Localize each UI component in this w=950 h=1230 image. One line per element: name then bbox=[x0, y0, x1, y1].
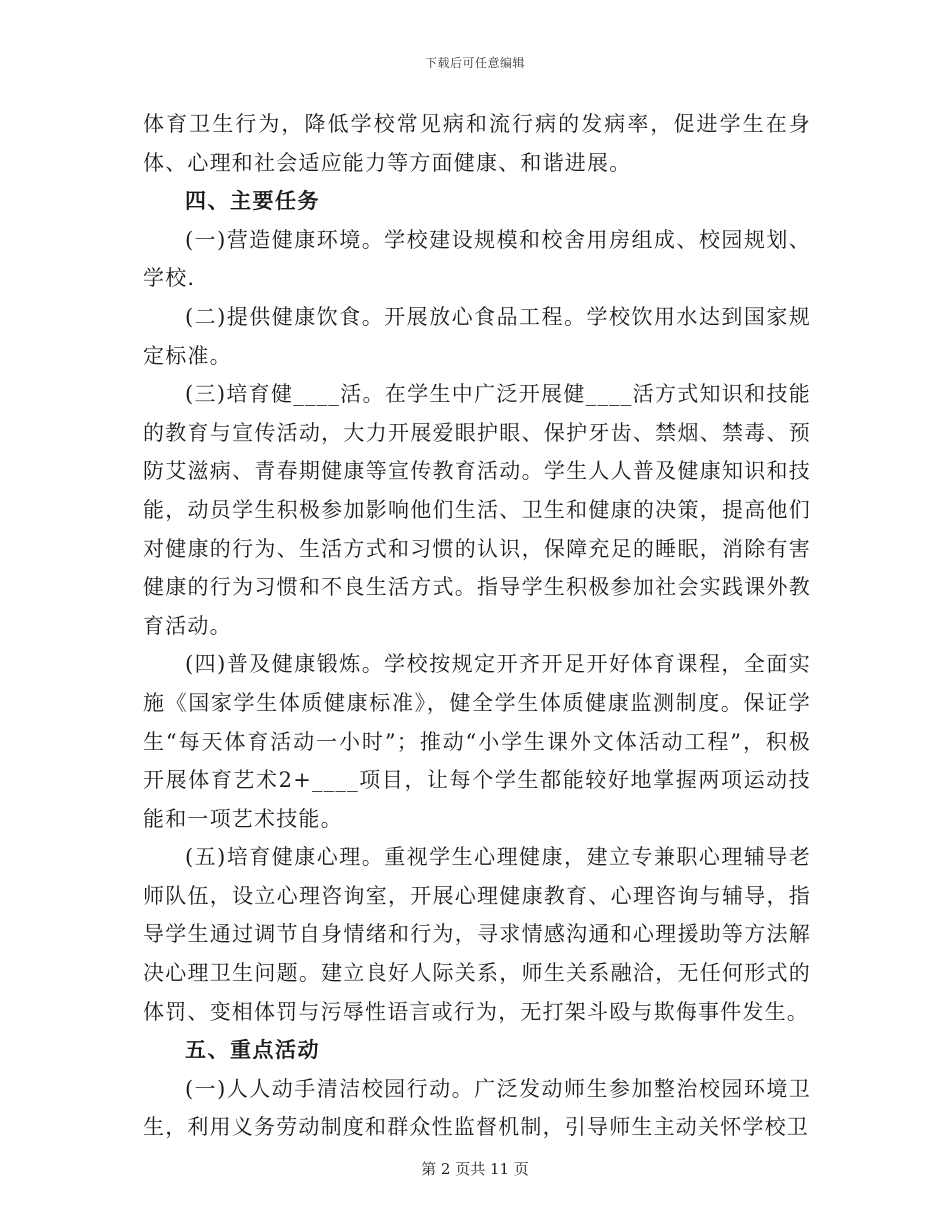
paragraph-task-2: (二)提供健康饮食。开展放心食品工程。学校饮用水达到国家规定标准。 bbox=[143, 304, 811, 368]
page-header-note: 下载后可任意编辑 bbox=[424, 56, 525, 70]
paragraph-task-5: (五)培育健康心理。重视学生心理健康，建立专兼职心理辅导老师队伍，设立心理咨询室，开展心理健康教育、心理咨询与辅导，指导学生通过调节自身情绪和行为，寻求情感沟通和心理援助等方法解决心理卫生问题。建立良好人际关系，师生关系融洽，无任何形式的体罚、变相体罚与污辱性语言或行为，无打架斗殴与欺侮事件发生。 bbox=[143, 845, 811, 1024]
document-body bbox=[143, 105, 811, 1147]
page-footer-number: 第 2 页共 11 页 bbox=[421, 1160, 529, 1178]
paragraph-continuation: 体育卫生行为，降低学校常见病和流行病的发病率，促进学生在身体、心理和社会适应能力等方面健康、和谐进展。 bbox=[143, 112, 811, 175]
paragraph-task-4: (四)普及健康锻炼。学校按规定开齐开足开好体育课程，全面实施《国家学生体质健康标准》，健全学生体质健康监测制度。保证学生“每天体育活动一小时”；推动“小学生课外文体活动工程”，积极开展体育艺术2+____项目，让每个学生都能较好地掌握两项运动技能和一项艺术技能。 bbox=[143, 652, 811, 831]
section-heading-key-activities: 五、重点活动 bbox=[185, 1038, 320, 1063]
paragraph-task-1: (一)营造健康环境。学校建设规模和校舍用房组成、校园规划、学校. bbox=[143, 227, 811, 291]
paragraph-activity-1: (一)人人动手清洁校园行动。广泛发动师生参加整治校园环境卫生，利用义务劳动制度和群众性监督机制，引导师生主动关怀学校卫 bbox=[143, 1076, 811, 1140]
section-heading-main-tasks: 四、主要任务 bbox=[185, 189, 320, 214]
paragraph-task-3: (三)培育健____活。在学生中广泛开展健____活方式知识和技能的教育与宣传活动，大力开展爱眼护眼、保护牙齿、禁烟、禁毒、预防艾滋病、青春期健康等宣传教育活动。学生人人普及健康知识和技能，动员学生积极参加影响他们生活、卫生和健康的决策，提高他们对健康的行为、生活方式和习惯的认识，保障充足的睡眠，消除有害健康的行为习惯和不良生活方式。指导学生积极参加社会实践课外教育活动。 bbox=[143, 382, 811, 638]
